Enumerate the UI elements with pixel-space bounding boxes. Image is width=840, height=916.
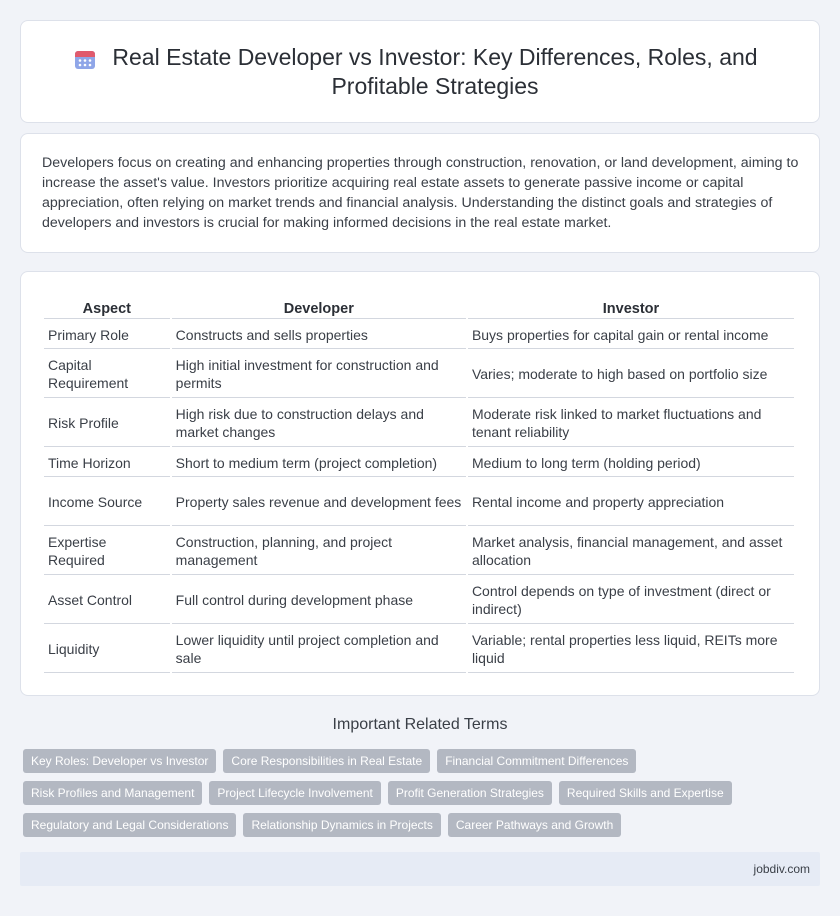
- related-terms-list: [23, 749, 823, 845]
- cell-aspect: Risk Profile: [44, 400, 170, 447]
- related-terms-title: Important Related Terms: [332, 716, 508, 733]
- cell-developer: High initial investment for construction and permits: [172, 351, 466, 398]
- table-row: [44, 449, 794, 477]
- related-term-tag[interactable]: Project Lifecycle Involvement: [209, 781, 380, 805]
- related-term-tag[interactable]: Core Responsibilities in Real Estate: [223, 749, 430, 773]
- cell-developer: Property sales revenue and development fees: [172, 479, 466, 526]
- comparison-card: [20, 271, 820, 696]
- cell-aspect: Expertise Required: [44, 528, 170, 575]
- cell-investor: Variable; rental properties less liquid, REITs more liquid: [468, 626, 794, 673]
- table-row: [44, 400, 794, 447]
- cell-investor: Control depends on type of investment (direct or indirect): [468, 577, 794, 624]
- related-term-tag[interactable]: Key Roles: Developer vs Investor: [23, 749, 216, 773]
- related-term-tag[interactable]: Risk Profiles and Management: [23, 781, 202, 805]
- header-developer: Developer: [172, 295, 466, 319]
- related-term-tag[interactable]: Career Pathways and Growth: [448, 813, 621, 837]
- comparison-table: [42, 293, 796, 675]
- cell-developer: High risk due to construction delays and market changes: [172, 400, 466, 447]
- table-header-row: [44, 295, 794, 319]
- related-term-tag[interactable]: Relationship Dynamics in Projects: [243, 813, 440, 837]
- cell-aspect: Income Source: [44, 479, 170, 526]
- cell-investor: Rental income and property appreciation: [468, 479, 794, 526]
- cell-aspect: Primary Role: [44, 321, 170, 349]
- cell-investor: Moderate risk linked to market fluctuations and tenant reliability: [468, 400, 794, 447]
- cell-aspect: Capital Requirement: [44, 351, 170, 398]
- table-row: [44, 626, 794, 673]
- cell-investor: Varies; moderate to high based on portfolio size: [468, 351, 794, 398]
- cell-investor: Buys properties for capital gain or rental income: [468, 321, 794, 349]
- table-row: [44, 577, 794, 624]
- cell-aspect: Asset Control: [44, 577, 170, 624]
- related-term-tag[interactable]: Financial Commitment Differences: [437, 749, 636, 773]
- page-title: Real Estate Developer vs Investor: Key Differences, Roles, and Profitable Strategies: [112, 43, 758, 99]
- cell-aspect: Liquidity: [44, 626, 170, 673]
- table-row: [44, 321, 794, 349]
- related-term-tag[interactable]: Required Skills and Expertise: [559, 781, 732, 805]
- cell-investor: Medium to long term (holding period): [468, 449, 794, 477]
- intro-card: [20, 133, 820, 253]
- cell-developer: Construction, planning, and project management: [172, 528, 466, 575]
- header-investor: Investor: [468, 295, 794, 319]
- related-term-tag[interactable]: Regulatory and Legal Considerations: [23, 813, 236, 837]
- cell-developer: Lower liquidity until project completion and sale: [172, 626, 466, 673]
- site-link[interactable]: jobdiv.com: [753, 862, 810, 876]
- header-aspect: Aspect: [44, 295, 170, 319]
- footer-bar: [20, 852, 820, 886]
- table-row: [44, 351, 794, 398]
- title-card: [20, 20, 820, 123]
- cell-developer: Full control during development phase: [172, 577, 466, 624]
- table-row: [44, 479, 794, 526]
- table-row: [44, 528, 794, 575]
- cell-investor: Market analysis, financial management, and asset allocation: [468, 528, 794, 575]
- intro-paragraph: Developers focus on creating and enhancing properties through construction, renovation, or land development, aiming to increase the asset's value. Investors prioritize acquiring real estate assets to generate passive income or capital appreciation, often relying on market trends and financial analysis. Understanding the distinct goals and strategies of developers and investors is crucial for making informed decisions in the real estate market.: [42, 155, 799, 231]
- cell-developer: Constructs and sells properties: [172, 321, 466, 349]
- related-term-tag[interactable]: Profit Generation Strategies: [388, 781, 552, 805]
- cell-developer: Short to medium term (project completion): [172, 449, 466, 477]
- cell-aspect: Time Horizon: [44, 449, 170, 477]
